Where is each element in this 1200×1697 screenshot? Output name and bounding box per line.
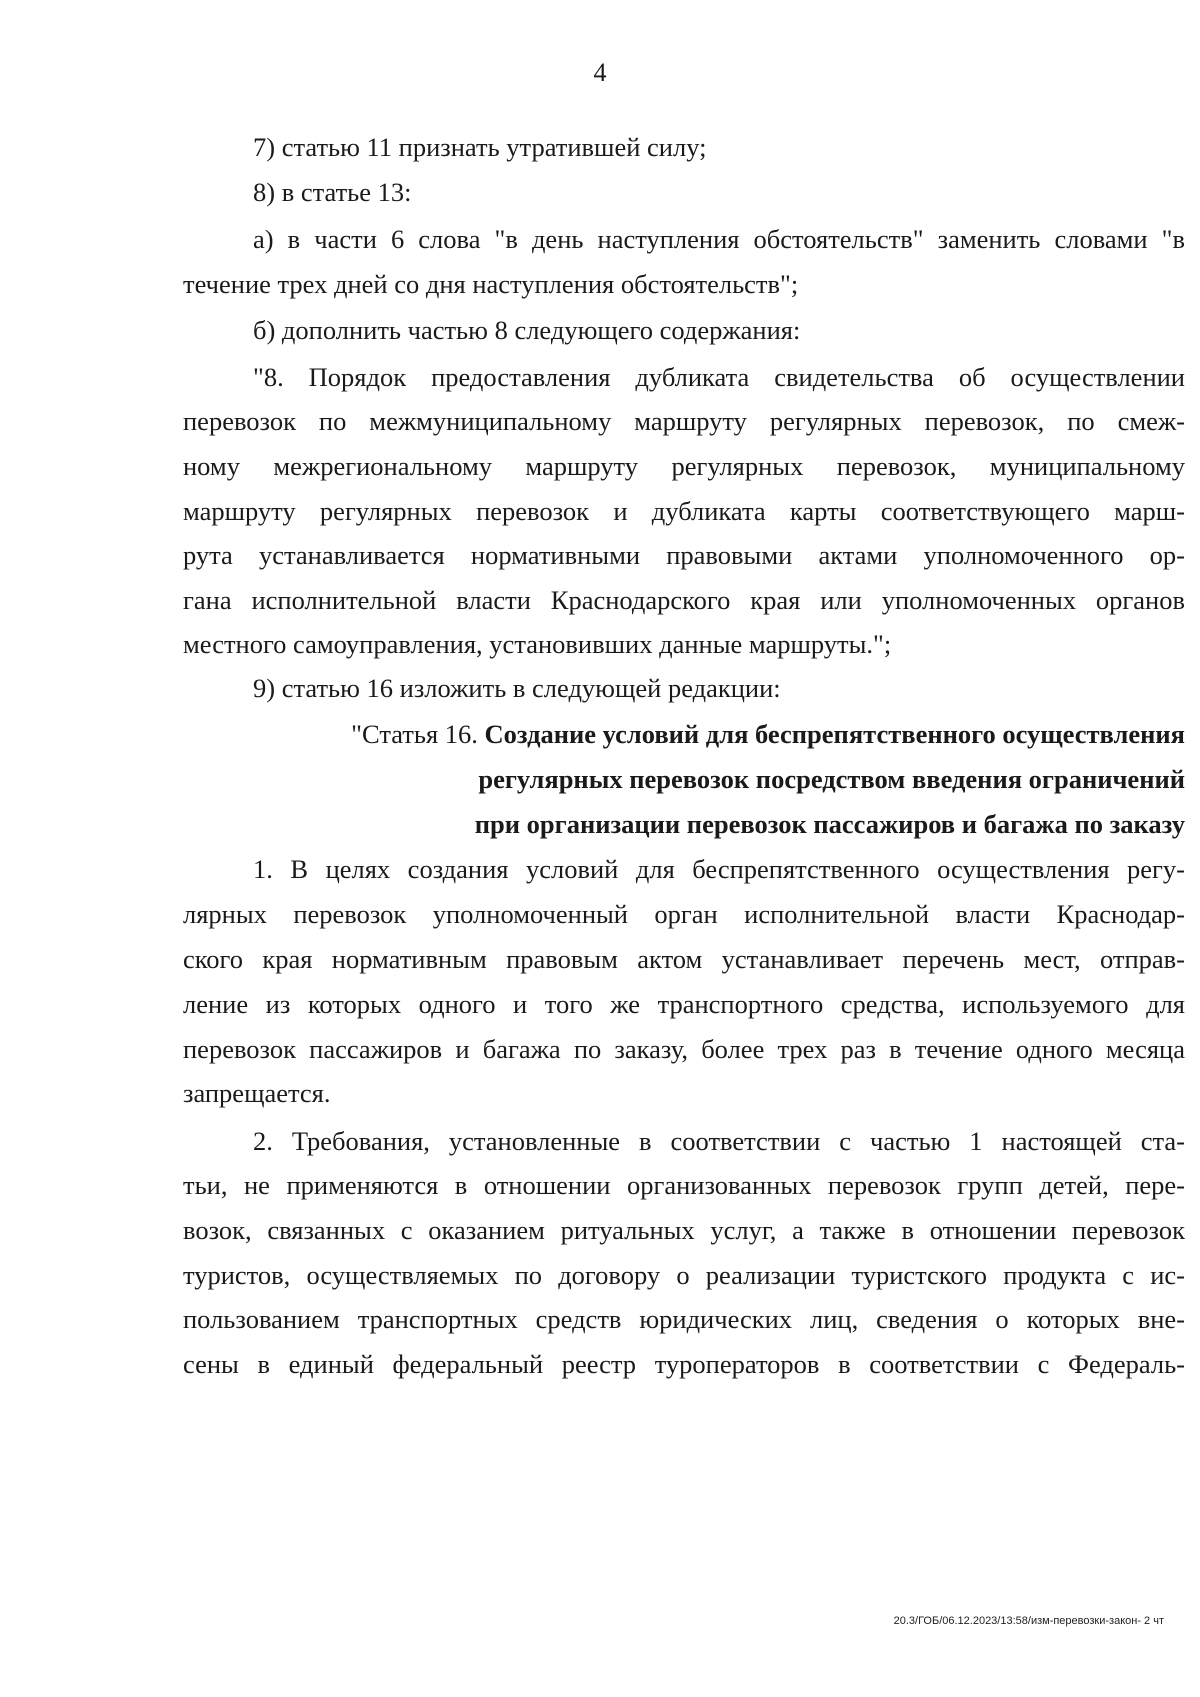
part-8-line-5: рута устанавливается нормативными правовыми актами уполномоченного ор- xyxy=(183,540,1185,570)
document-footer-code: 20.3/ГОБ/06.12.2023/13:58/изм-перевозки-закон- 2 чт xyxy=(893,1615,1164,1627)
item-8b-text: б) дополнить частью 8 следующего содержания: xyxy=(253,315,801,345)
para-2-line-1: 2. Требования, установленные в соответствии с частью 1 настоящей ста- xyxy=(253,1126,1185,1156)
item-8-text: 8) в статье 13: xyxy=(253,177,412,207)
part-8-line-3: ному межрегиональному маршруту регулярных перевозок, муниципальному xyxy=(183,451,1185,481)
part-8-line-6: гана исполнительной власти Краснодарского края или уполномоченных органов xyxy=(183,585,1185,615)
item-7-text: 7) статью 11 признать утратившей силу; xyxy=(253,132,707,162)
para-2-line-5: пользованием транспортных средств юридических лиц, сведения о которых вне- xyxy=(183,1304,1185,1334)
para-2-line-2: тьи, не применяются в отношении организованных перевозок групп детей, пере- xyxy=(183,1170,1185,1200)
para-2-line-4: туристов, осуществляемых по договору о реализации туристского продукта с ис- xyxy=(183,1260,1185,1290)
para-2-line-3: возок, связанных с оказанием ритуальных услуг, а также в отношении перевозок xyxy=(183,1215,1185,1245)
article-title-line-3: при организации перевозок пассажиров и багажа по заказу xyxy=(474,809,1185,839)
item-8a-line-2: течение трех дней со дня наступления обстоятельств"; xyxy=(183,269,799,299)
para-1-line-4: ление из которых одного и того же транспортного средства, используемого для xyxy=(183,989,1185,1019)
para-2-line-6: сены в единый федеральный реестр туроператоров в соответствии с Федераль- xyxy=(183,1349,1185,1379)
item-8a-line-1: а) в части 6 слова "в день наступления обстоятельств" заменить словами "в xyxy=(253,224,1185,254)
item-9-text: 9) статью 16 изложить в следующей редакции: xyxy=(253,673,781,703)
part-8-line-2: перевозок по межмуниципальному маршруту регулярных перевозок, по смеж- xyxy=(183,406,1185,436)
para-1-line-5: перевозок пассажиров и багажа по заказу, более трех раз в течение одного месяца xyxy=(183,1034,1185,1064)
part-8-line-7: местного самоуправления, установивших данные маршруты."; xyxy=(183,629,892,659)
para-1-line-1: 1. В целях создания условий для беспрепятственного осуществления регу- xyxy=(253,854,1185,884)
article-prefix: "Статья 16. xyxy=(351,719,485,749)
para-1-line-3: ского края нормативным правовым актом устанавливает перечень мест, отправ- xyxy=(183,944,1185,974)
part-8-line-1: "8. Порядок предоставления дубликата свидетельства об осуществлении xyxy=(253,362,1185,392)
article-title-line-2: регулярных перевозок посредством введения ограничений xyxy=(478,764,1185,794)
part-8-line-4: маршруту регулярных перевозок и дубликата карты соответствующего марш- xyxy=(183,496,1185,526)
page-number: 4 xyxy=(593,58,607,87)
article-title-line-1: Создание условий для беспрепятственного осуществления xyxy=(484,719,1185,749)
article-heading-line-1 xyxy=(253,717,1185,751)
para-1-line-6: запрещается. xyxy=(183,1078,331,1108)
para-1-line-2: лярных перевозок уполномоченный орган исполнительной власти Краснодар- xyxy=(183,899,1185,929)
